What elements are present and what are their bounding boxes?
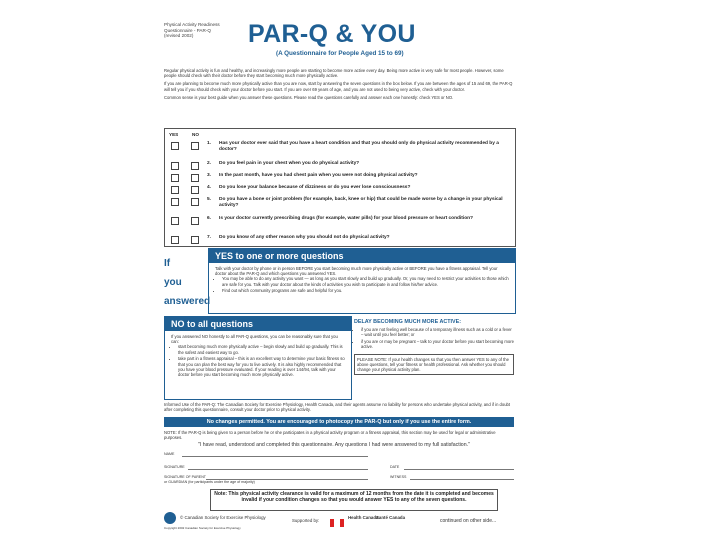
witness-label: WITNESS [390, 475, 407, 479]
yes-checkbox[interactable] [171, 142, 179, 150]
question-number: 7. [207, 235, 212, 240]
footer [164, 510, 524, 530]
intro-text [164, 68, 514, 103]
yes-checkbox[interactable] [171, 186, 179, 194]
legal-note: NOTE: If the PAR-Q is being given to a person before he or she participates in a physical activity program or a fitness appraisal, this section may be used for legal or administrative purposes. [164, 430, 496, 441]
question-number: 4. [207, 185, 212, 190]
yes-box-bullet: • You may be able to do any activity you want — as long as you start slowly and build up gradually. Or, you may need to restrict your activities to those which are safe for you. Talk with your doctor about the kinds of activities you wish to participate in and follow his/her advice. [222, 276, 509, 286]
health-canada-label: Health Canada [348, 515, 379, 520]
no-checkbox[interactable] [191, 162, 199, 170]
question-text: Do you feel pain in your chest when you do physical activity? [219, 161, 360, 166]
delay-bullet: • if you are or may be pregnant – talk to your doctor before you start becoming more active. [361, 339, 514, 349]
form-header-info [164, 22, 224, 39]
intro-paragraph: Common sense is your best guide when you answer these questions. Please read the questions carefully and answer each one honestly: check YES or NO. [164, 94, 454, 100]
date-label: DATE [390, 465, 400, 469]
no-changes-banner: No changes permitted. You are encouraged to photocopy the PAR-Q but only if you use the entire form. [164, 417, 514, 427]
no-checkbox[interactable] [191, 174, 199, 182]
question-number: 5. [207, 197, 212, 202]
question-text: Do you know of any other reason why you should not do physical activity? [219, 235, 390, 240]
sante-canada-label: Santé Canada [376, 515, 406, 520]
date-field[interactable] [404, 469, 514, 470]
question-number: 2. [207, 161, 212, 166]
no-checkbox[interactable] [191, 198, 199, 206]
question-number: 3. [207, 173, 212, 178]
intro-paragraph: If you are planning to become much more physically active than you are now, start by answering the seven questions in the box below. If you are between the ages of 15 and 69, the PAR-Q will tell you if you should check with your doctor before you start. If you are over 69 years of age, and you are not used to being very active, check with your doctor. [164, 81, 513, 92]
csep-logo-icon [164, 512, 176, 524]
please-note-box: PLEASE NOTE: If your health changes so that you then answer YES to any of the above questions, tell your fitness or health professional. Ask whether you should change your physical activity plan. [354, 354, 514, 376]
guardian-label: or GUARDIAN (for participants under the age of majority) [164, 480, 255, 484]
page-subtitle: (A Questionnaire for People Aged 15 to 69) [276, 50, 404, 57]
no-box-bullet: • start becoming much more physically active – begin slowly and build up gradually. This is the safest and easiest way to go. [178, 344, 345, 354]
no-box-text: If you answered NO honestly to all PAR-Q questions, you can be reasonably sure that you can: [171, 334, 338, 345]
yes-box-body [209, 263, 515, 298]
question-text: In the past month, have you had chest pain when you were not doing physical activity? [219, 173, 418, 178]
read-statement: "I have read, understood and completed this questionnaire. Any questions I had were answered to my full satisfaction." [198, 442, 470, 448]
header-line: Questionnaire - PAR-Q [164, 27, 211, 33]
informed-use-text: Informed Use of the PAR-Q: The Canadian Society for Exercise Physiology, Health Canada, and their agents assume no liability for persons who undertake physical activity, and if in doubt after completing this questionnaire, consult your doctor prior to physical activity. [164, 402, 511, 413]
yes-checkbox[interactable] [171, 162, 179, 170]
yes-checkbox[interactable] [171, 217, 179, 225]
yes-checkbox[interactable] [171, 174, 179, 182]
question-text: Is your doctor currently prescribing drugs (for example, water pills) for your blood pressure or heart condition? [219, 216, 474, 221]
delay-box [354, 316, 514, 398]
name-field[interactable] [182, 456, 368, 457]
validity-note: Note: This physical activity clearance is valid for a maximum of 12 months from the date it is completed and becomes invalid if your condition changes so that you would answer YES to any of the seven questions. [210, 489, 498, 511]
if-you-answered-word: you [164, 277, 182, 288]
parq-page [158, 10, 528, 532]
page-title: PAR-Q & YOU [248, 20, 416, 48]
delay-bullet: • if you are not feeling well because of a temporary illness such as a cold or a fever – wait until you feel better; or [361, 327, 514, 337]
signature-label: SIGNATURE [164, 465, 185, 469]
header-line: Physical Activity Readiness [164, 22, 220, 27]
no-answer-box [164, 316, 352, 400]
yes-box-text: Talk with your doctor by phone or in person BEFORE you start becoming much more physically active or BEFORE you have a fitness appraisal. Tell your doctor about the PAR-Q and which questions you answered YES. [215, 266, 498, 277]
if-you-answered-label [164, 254, 210, 311]
yes-box-bullet: • Find out which community programs are safe and helpful for you. [222, 288, 509, 293]
supported-by-label: Supported by: [292, 518, 320, 523]
name-label: NAME [164, 452, 175, 456]
question-text: Do you have a bone or joint problem (for example, back, knee or hip) that could be made worse by a change in your physical activity? [219, 197, 503, 209]
intro-paragraph: Regular physical activity is fun and healthy, and increasingly more people are starting to become more active every day. Being more active is very safe for most people. However, some people should check with their doctor before they start becoming much more physically active. [164, 68, 504, 79]
no-checkbox[interactable] [191, 236, 199, 244]
canada-flag-icon [330, 519, 344, 527]
if-you-answered-word: answered [164, 296, 211, 307]
no-column-header: NO [192, 132, 199, 137]
yes-checkbox[interactable] [171, 236, 179, 244]
witness-field[interactable] [410, 479, 514, 480]
question-text: Do you lose your balance because of dizziness or do you ever lose consciousness? [219, 185, 411, 190]
no-box-title: NO to all questions [165, 317, 351, 331]
questions-box [164, 128, 516, 247]
question-text: Has your doctor ever said that you have a heart condition and that you should only do physical activity recommended by a doctor? [219, 141, 499, 153]
continued-label: continued on other side... [440, 518, 497, 524]
no-checkbox[interactable] [191, 217, 199, 225]
question-number: 6. [207, 216, 212, 221]
delay-title: DELAY BECOMING MUCH MORE ACTIVE: [354, 319, 462, 325]
no-checkbox[interactable] [191, 186, 199, 194]
no-checkbox[interactable] [191, 142, 199, 150]
yes-column-header: YES [169, 132, 179, 137]
yes-checkbox[interactable] [171, 198, 179, 206]
parent-signature-field[interactable] [206, 479, 368, 480]
signature-field[interactable] [188, 469, 368, 470]
no-box-body [165, 331, 351, 382]
org-credit: © Canadian Society for Exercise Physiology [180, 515, 266, 520]
copyright-text: Copyright 2002 Canadian Society for Exercise Physiology [164, 526, 241, 530]
question-number: 1. [207, 141, 212, 146]
header-line: (revised 2002) [164, 33, 194, 39]
parent-signature-label: SIGNATURE OF PARENT [164, 475, 206, 479]
yes-answer-box [208, 248, 516, 314]
if-you-answered-word: If [164, 258, 171, 269]
yes-box-title: YES to one or more questions [209, 249, 515, 263]
no-box-bullet: • take part in a fitness appraisal – this is an excellent way to determine your basic fitness so that you can plan the best way for you to live actively. It is also highly recommended that you have your blood pressure evaluated. If your reading is over 144/94, talk with your doctor before you start becoming much more physically active. [178, 356, 345, 377]
